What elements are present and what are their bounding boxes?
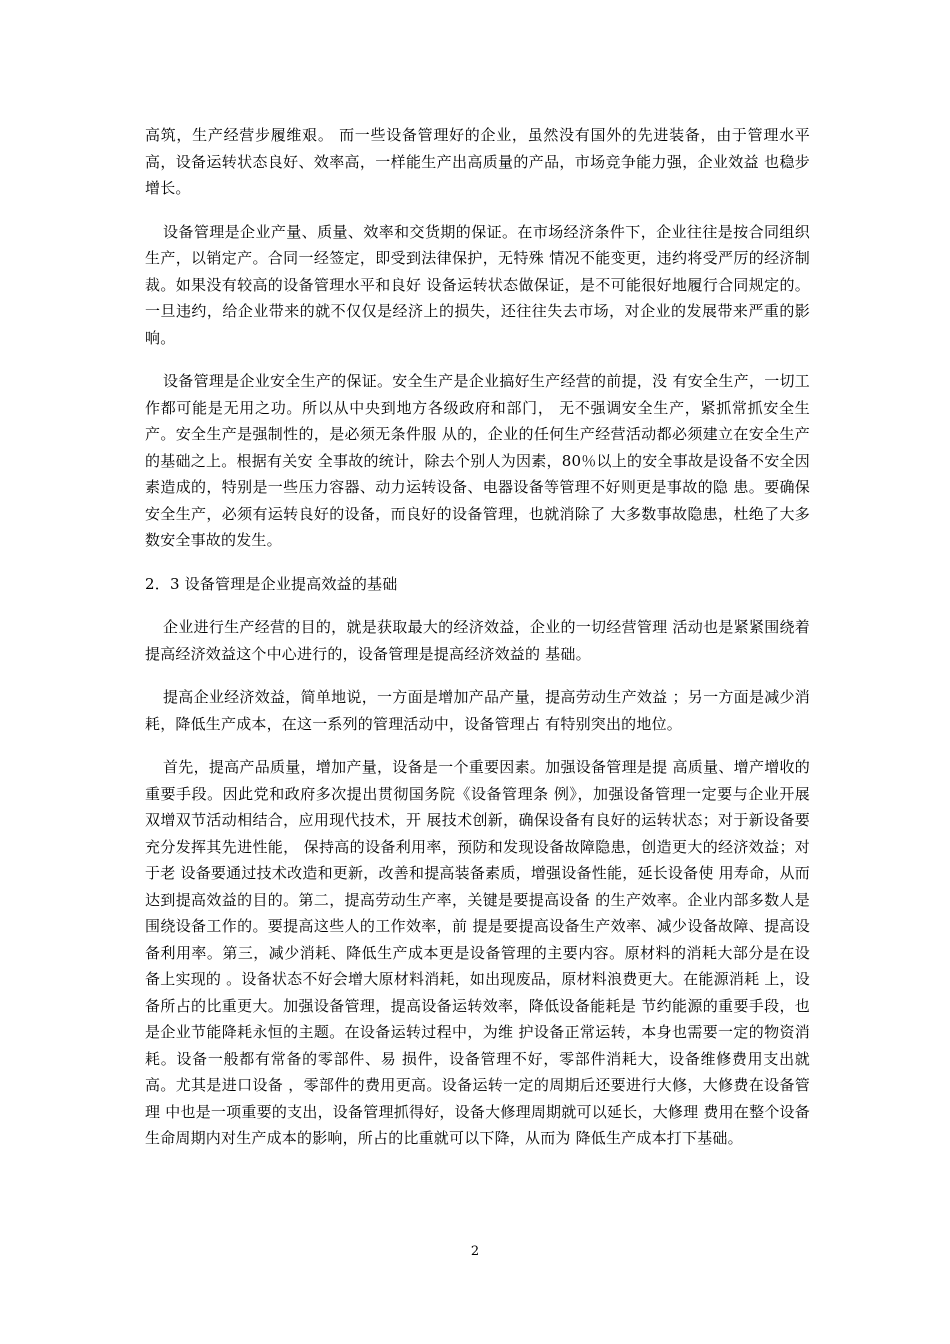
page-number: 2: [470, 1244, 480, 1259]
paragraph-efficiency-definition: 提高企业经济效益，简单地说，一方面是增加产品产量，提高劳动生产效益 ；另一方面是减少消耗，降低生产成本，在这一系列的管理活动中，设备管理占 有特别突出的地位。: [145, 688, 810, 733]
paragraph-first-second-third: 首先，提高产品质量，增加产量，设备是一个重要因素。加强设备管理是提 高质量、增产增收的重要手段。因此党和政府多次提出贯彻国务院《设备管理条 例》，加强设备管理一定要与企业开展双增双节活动相结合，应用现代技术，开 展技术创新，确保设备有良好的运转状态；对于新设备要充分发挥其先进性能， 保持高的设备利用率，预防和发现设备故障隐患，创造更大的经济效益；对于老 设备要通过技术改造和更新，改善和提高装备素质，增强设备性能，延长设备使 用寿命，从而达到提高效益的目的。第二，提高劳动生产率，关键是要提高设备 的生产效率。企业内部多数人是围绕设备工作的。要提高这些人的工作效率，前 提是要提高设备生产效率、减少设备故障、提高设备利用率。第三，减少消耗、降低生产成本更是设备管理的主要内容。原材料的消耗大部分是在设备上实现的 。设备状态不好会增大原材料消耗，如出现废品，原材料浪费更大。在能源消耗 上，设备所占的比重更大。加强设备管理，提高设备运转效率，降低设备能耗是 节约能源的重要手段，也是企业节能降耗永恒的主题。在设备运转过程中，为维 护设备正常运转，本身也需要一定的物资消耗。设备一般都有常备的零部件、易 损件，设备管理不好，零部件消耗大，设备维修费用支出就高。尤其是进口设备 ，零部件的费用更高。设备运转一定的周期后还要进行大修，大修费在设备管理 中也是一项重要的支出，设备管理抓得好，设备大修理周期就可以延长，大修理 费用在整个设备生命周期内对生产成本的影响，所占的比重就可以下降，从而为 降低生产成本打下基础。: [145, 758, 810, 1147]
section-heading: 2．3 设备管理是企业提高效益的基础: [145, 574, 398, 593]
body-text: [145, 122, 810, 1169]
paragraph-continuation: 高筑，生产经营步履维艰。 而一些设备管理好的企业，虽然没有国外的先进装备，由于管理水平高，设备运转状态良好、效率高，一样能生产出高质量的产品，市场竞争能力强，企业效益 也稳步增长。: [145, 126, 810, 197]
paragraph-economic-goal: 企业进行生产经营的目的，就是获取最大的经济效益，企业的一切经营管理 活动也是紧紧围绕着提高经济效益这个中心进行的，设备管理是提高经济效益的 基础。: [145, 618, 810, 663]
paragraph-delivery-guarantee: 设备管理是企业产量、质量、效率和交货期的保证。在市场经济条件下，企业往往是按合同组织生产，以销定产。合同一经签定，即受到法律保护，无特殊 情况不能变更，违约将受严厉的经济制裁。如果没有较高的设备管理水平和良好 设备运转状态做保证，是不可能很好地履行合同规定的。一旦违约，给企业带来的就不仅仅是经济上的损失，还往往失去市场，对企业的发展带来严重的影响。: [145, 222, 810, 347]
paragraph-safety-guarantee: 设备管理是企业安全生产的保证。安全生产是企业搞好生产经营的前提，没 有安全生产，一切工作都可能是无用之功。所以从中央到地方各级政府和部门， 无不强调安全生产，紧抓常抓安全生产。安全生产是强制性的，是必须无条件服 从的，企业的任何生产经营活动都必须建立在安全生产的基础之上。根据有关安 全事故的统计，除去个别人为因素，80％以上的安全事故是设备不安全因素造成的，特别是一些压力容器、动力运转设备、电器设备等管理不好则更是事故的隐 患。要确保安全生产，必须有运转良好的设备，而良好的设备管理，也就消除了 大多数事故隐患，杜绝了大多数安全事故的发生。: [145, 372, 810, 549]
